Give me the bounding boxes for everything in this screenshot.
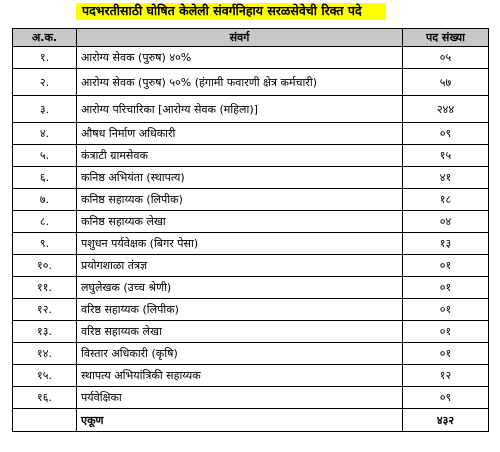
row-count: २४४ xyxy=(403,96,489,123)
row-cadre: स्थापत्य अभियांत्रिकी सहाय्यक xyxy=(77,365,403,387)
row-cadre: प्रयोगशाळा तंत्रज्ञ xyxy=(77,255,403,277)
header-cadre: संवर्ग xyxy=(77,29,403,47)
row-serial: ३. xyxy=(13,96,77,123)
table-row xyxy=(13,167,489,189)
row-serial: ६. xyxy=(13,167,77,189)
row-cadre: कनिष्ठ सहाय्यक लेखा xyxy=(77,211,403,233)
row-serial: ४. xyxy=(13,123,77,145)
row-count: १५ xyxy=(403,145,489,167)
row-count: ०१ xyxy=(403,321,489,343)
row-count: ०५ xyxy=(403,47,489,69)
row-cadre: कनिष्ठ अभियंता (स्थापत्य) xyxy=(77,167,403,189)
vacancy-table xyxy=(12,28,489,432)
table-row xyxy=(13,321,489,343)
row-serial: १५. xyxy=(13,365,77,387)
table-row xyxy=(13,145,489,167)
total-count: ४३२ xyxy=(403,409,489,432)
row-cadre: आरोग्य सेवक (पुरुष) ५०% (हंगामी फवारणी क्षेत्र कर्मचारी) xyxy=(77,69,403,96)
row-count: १३ xyxy=(403,233,489,255)
row-serial: १३. xyxy=(13,321,77,343)
row-serial: १२. xyxy=(13,299,77,321)
row-count: ०९ xyxy=(403,123,489,145)
table-row xyxy=(13,365,489,387)
row-serial: १०. xyxy=(13,255,77,277)
row-cadre: पशुधन पर्यवेक्षक (बिगर पेसा) xyxy=(77,233,403,255)
row-serial: ७. xyxy=(13,189,77,211)
row-count: ०१ xyxy=(403,277,489,299)
table-row xyxy=(13,211,489,233)
header-count: पद संख्या xyxy=(403,29,489,47)
table-header-row xyxy=(13,29,489,47)
row-serial: १४. xyxy=(13,343,77,365)
row-cadre: औषध निर्माण अधिकारी xyxy=(77,123,403,145)
row-cadre: पर्यवेक्षिका xyxy=(77,387,403,409)
page-title: पदभरतीसाठी घोषित केलेली संवर्गनिहाय सरळसेवेची रिक्त पदे xyxy=(82,3,362,18)
row-cadre: लघुलेखक (उच्च श्रेणी) xyxy=(77,277,403,299)
row-cadre: कंत्राटी ग्रामसेवक xyxy=(77,145,403,167)
row-count: ०९ xyxy=(403,387,489,409)
row-count: ५७ xyxy=(403,69,489,96)
table-row xyxy=(13,277,489,299)
row-cadre: विस्तार अधिकारी (कृषि) xyxy=(77,343,403,365)
row-serial: ८. xyxy=(13,211,77,233)
row-serial: ५. xyxy=(13,145,77,167)
row-cadre: वरिष्ठ सहाय्यक लेखा xyxy=(77,321,403,343)
row-count: ४१ xyxy=(403,167,489,189)
table-total-row xyxy=(13,409,489,432)
total-label: एकूण xyxy=(77,409,403,432)
row-count: १२ xyxy=(403,365,489,387)
row-count: ०४ xyxy=(403,211,489,233)
row-cadre: आरोग्य सेवक (पुरुष) ४०% xyxy=(77,47,403,69)
row-count: ०१ xyxy=(403,255,489,277)
row-cadre: कनिष्ठ सहाय्यक (लिपीक) xyxy=(77,189,403,211)
table-row xyxy=(13,255,489,277)
title-area xyxy=(0,2,500,20)
row-serial: ९. xyxy=(13,233,77,255)
row-count: ०१ xyxy=(403,299,489,321)
row-serial: १६. xyxy=(13,387,77,409)
row-cadre: वरिष्ठ सहाय्यक (लिपीक) xyxy=(77,299,403,321)
row-count: १८ xyxy=(403,189,489,211)
table-row xyxy=(13,47,489,69)
total-serial-empty xyxy=(13,409,77,432)
table-row xyxy=(13,189,489,211)
row-count: ०१ xyxy=(403,343,489,365)
row-serial: २. xyxy=(13,69,77,96)
table-row xyxy=(13,299,489,321)
row-serial: ११. xyxy=(13,277,77,299)
table-row xyxy=(13,123,489,145)
table-row xyxy=(13,69,489,96)
table-row xyxy=(13,343,489,365)
header-serial: अ.क. xyxy=(13,29,77,47)
row-cadre: आरोग्य परिचारिका [आरोग्य सेवक (महिला)] xyxy=(77,96,403,123)
table-row xyxy=(13,387,489,409)
table-row xyxy=(13,233,489,255)
row-serial: १. xyxy=(13,47,77,69)
table-row xyxy=(13,96,489,123)
